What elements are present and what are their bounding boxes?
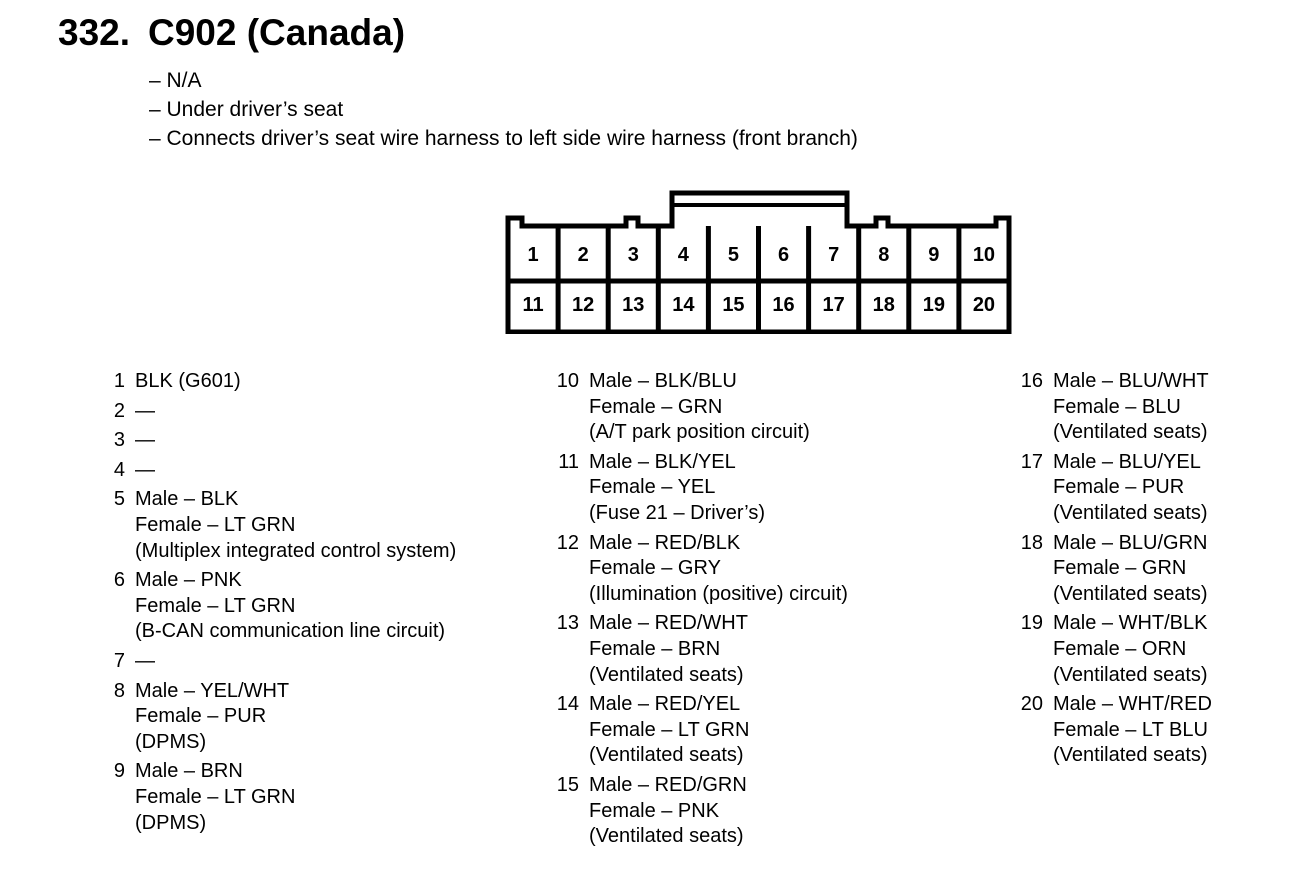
pin-entry: [101, 759, 456, 836]
connector-pin-number: 8: [878, 244, 890, 266]
pin-details: [589, 369, 810, 446]
pin-number: 15: [556, 773, 579, 796]
pin-detail-line: BLK (G601): [135, 370, 241, 392]
pin-detail-line: —: [135, 399, 155, 422]
connector-pin-number: 1: [527, 244, 539, 266]
pin-number: 11: [558, 450, 579, 473]
pin-details: [135, 487, 456, 564]
pin-detail-line: (Ventilated seats): [1053, 582, 1208, 605]
pin-number: 8: [113, 679, 125, 702]
pin-detail-line: Male – BLK: [135, 488, 239, 511]
pin-details: [135, 369, 241, 395]
pin-entry: [554, 773, 848, 850]
pin-details: [589, 692, 749, 769]
connector-pin-number: 17: [822, 294, 845, 316]
connector-pin-number: 14: [672, 294, 695, 316]
pin-details: [135, 428, 155, 454]
description-line: – N/A: [149, 69, 202, 92]
pin-entry: [101, 428, 456, 454]
pin-detail-line: Female – LT GRN: [589, 718, 750, 741]
pin-detail-line: Male – BLU/YEL: [1053, 450, 1201, 473]
pin-detail-line: —: [135, 458, 155, 481]
pin-detail-line: (Fuse 21 – Driver’s): [589, 501, 765, 524]
pin-detail-line: (Ventilated seats): [589, 825, 744, 848]
connector-pin-number: 20: [972, 294, 996, 316]
pin-column-3: [1018, 369, 1212, 773]
pin-detail-line: Male – YEL/WHT: [135, 679, 290, 702]
pin-detail-line: Male – RED/WHT: [589, 612, 748, 635]
pin-detail-line: Female – GRN: [589, 395, 723, 418]
pin-detail-line: Female – GRY: [589, 557, 721, 580]
pin-number: 6: [113, 569, 125, 592]
pin-detail-line: (Illumination (positive) circuit): [589, 582, 848, 605]
pin-number: 16: [1020, 370, 1043, 392]
pin-detail-line: Male – BLK/BLU: [589, 370, 737, 392]
pin-number: 3: [113, 429, 125, 452]
pin-detail-line: Female – LT GRN: [135, 594, 296, 617]
pin-number: 10: [556, 370, 579, 392]
section-number: 332.: [58, 12, 131, 53]
connector-pin-number: 13: [622, 294, 645, 316]
pin-entry: [101, 679, 456, 756]
pin-detail-line: Female – PUR: [135, 705, 267, 728]
connector-title: C902 (Canada): [148, 12, 406, 53]
connector-pin-number: 6: [777, 244, 790, 266]
pin-entry: [101, 487, 456, 564]
pin-details: [589, 531, 848, 608]
pin-detail-line: Male – RED/BLK: [589, 531, 741, 554]
page-title: [58, 12, 405, 54]
pin-number: 12: [556, 531, 579, 554]
pin-detail-line: Male – BLK/YEL: [589, 450, 736, 473]
pin-entry: [554, 369, 848, 446]
pin-detail-line: (Ventilated seats): [1053, 501, 1208, 524]
pin-detail-line: Male – WHT/RED: [1053, 693, 1212, 716]
pin-detail-line: (Ventilated seats): [1053, 421, 1208, 444]
pin-number: 19: [1020, 612, 1043, 635]
pin-detail-line: Male – RED/GRN: [589, 773, 747, 796]
pin-number: 14: [556, 693, 579, 716]
connector-pin-number: 10: [972, 244, 996, 266]
pin-details: [135, 759, 295, 836]
connector-pin-number: 3: [627, 244, 639, 266]
pin-number: 7: [113, 649, 125, 672]
connector-pin-number: 19: [922, 294, 945, 316]
connector-description: [149, 66, 858, 153]
pin-entry: [1018, 611, 1212, 688]
pin-detail-line: Female – BRN: [589, 637, 721, 660]
pin-details: [589, 773, 747, 850]
pin-entry: [101, 399, 456, 425]
pin-entry: [101, 649, 456, 675]
connector-face-diagram: [504, 188, 1014, 334]
pin-detail-line: (Multiplex integrated control system): [135, 539, 457, 562]
pin-detail-line: Female – GRN: [1053, 557, 1187, 580]
pin-entry: [1018, 531, 1212, 608]
pin-entry: [554, 692, 848, 769]
connector-pin-number: 15: [722, 294, 745, 316]
pin-detail-line: Female – ORN: [1053, 637, 1187, 660]
pin-column-2: [554, 369, 848, 854]
pin-detail-line: Male – PNK: [135, 569, 242, 592]
pin-detail-line: Male – BLU/GRN: [1053, 531, 1208, 554]
connector-pin-number: 11: [522, 294, 544, 316]
pin-details: [1053, 692, 1212, 769]
pin-detail-line: Female – LT BLU: [1053, 718, 1208, 741]
pin-number: 9: [113, 760, 125, 783]
connector-pin-number: 18: [872, 294, 895, 316]
connector-pin-number: 2: [577, 244, 589, 266]
pin-detail-line: (Ventilated seats): [589, 744, 744, 767]
pin-detail-line: (DPMS): [135, 730, 207, 753]
pin-column-1: [101, 369, 456, 840]
pin-detail-line: Female – PNK: [589, 799, 720, 822]
pin-detail-line: (A/T park position circuit): [589, 421, 810, 444]
pin-details: [135, 568, 445, 645]
pin-detail-line: Female – LT GRN: [135, 513, 296, 536]
pin-detail-line: —: [135, 429, 155, 452]
pin-number: 20: [1020, 693, 1043, 716]
pin-detail-line: (Ventilated seats): [1053, 744, 1208, 767]
pin-details: [589, 450, 765, 527]
pin-detail-line: Female – BLU: [1053, 395, 1181, 418]
pin-detail-line: (Ventilated seats): [1053, 663, 1208, 686]
pin-detail-line: Male – BRN: [135, 760, 243, 783]
pin-details: [1053, 369, 1209, 446]
connector-pin-number: 16: [772, 294, 795, 316]
connector-pin-number: 4: [677, 244, 689, 266]
pin-number: 1: [113, 370, 125, 392]
pin-number: 13: [556, 612, 579, 635]
pin-detail-line: (Ventilated seats): [589, 663, 744, 686]
pin-entry: [1018, 692, 1212, 769]
pin-detail-line: Male – WHT/BLK: [1053, 612, 1208, 635]
pin-entry: [554, 611, 848, 688]
pin-detail-line: Female – YEL: [589, 476, 716, 499]
pin-entry: [101, 369, 456, 395]
pin-number: 4: [113, 458, 125, 481]
pin-details: [135, 679, 289, 756]
pin-details: [589, 611, 748, 688]
pin-entry: [1018, 369, 1212, 446]
connector-pin-number: 7: [828, 244, 840, 266]
pin-detail-line: Female – PUR: [1053, 476, 1185, 499]
pin-entry: [554, 531, 848, 608]
pin-number: 17: [1020, 450, 1043, 473]
pin-details: [135, 458, 155, 484]
pin-details: [135, 399, 155, 425]
pin-detail-line: —: [135, 649, 155, 672]
pin-number: 2: [113, 399, 125, 422]
pin-detail-line: Male – BLU/WHT: [1053, 370, 1209, 392]
pin-entry: [101, 568, 456, 645]
pin-details: [1053, 531, 1208, 608]
pin-details: [1053, 450, 1208, 527]
pin-details: [135, 649, 155, 675]
pin-detail-line: Male – RED/YEL: [589, 693, 741, 716]
pin-number: 5: [113, 488, 125, 511]
pin-entry: [554, 450, 848, 527]
pin-detail-line: Female – LT GRN: [135, 785, 296, 808]
connector-pin-number: 9: [928, 244, 940, 266]
connector-pin-number: 5: [727, 244, 740, 266]
pin-number: 18: [1020, 531, 1043, 554]
connector-pin-number: 12: [572, 294, 595, 316]
description-line: – Connects driver’s seat wire harness to left side wire harness (front branch): [149, 127, 858, 150]
pin-entry: [101, 458, 456, 484]
pin-details: [1053, 611, 1208, 688]
description-line: – Under driver’s seat: [149, 98, 344, 121]
pin-entry: [1018, 450, 1212, 527]
pin-detail-line: (DPMS): [135, 811, 207, 834]
pin-detail-line: (B-CAN communication line circuit): [135, 620, 446, 643]
